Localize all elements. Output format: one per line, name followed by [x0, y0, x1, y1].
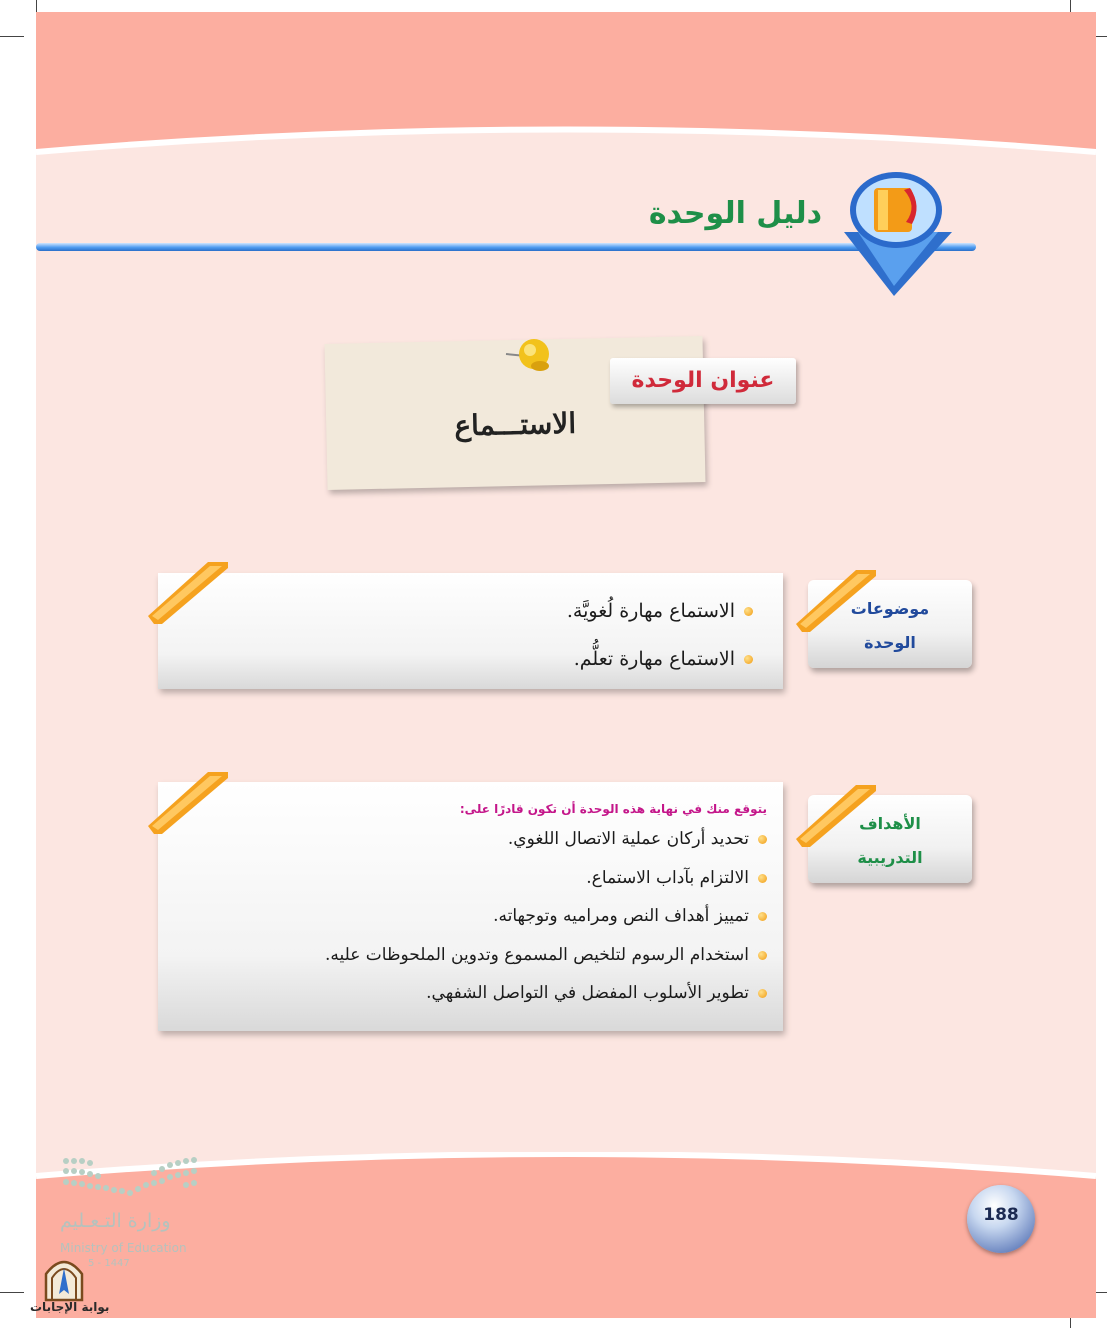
ministry-logo-icon	[60, 1155, 200, 1199]
title-underline	[36, 243, 976, 251]
unit-name: الاستـــماع	[454, 406, 577, 443]
crop-mark	[0, 1292, 24, 1293]
goals-label-line2: التدريبية	[857, 848, 923, 867]
goals-list	[178, 820, 767, 1013]
portal-name: بوابة الإجابات	[30, 1300, 110, 1314]
list-item: الاستماع مهارة لُغويَّة.	[178, 587, 753, 635]
orange-corner-icon	[148, 562, 228, 626]
top-band	[36, 12, 1096, 182]
page-title: دليل الوحدة	[648, 196, 822, 231]
unit-title-label: عنوان الوحدة	[610, 358, 796, 404]
orange-corner-icon	[796, 785, 876, 849]
pushpin-icon	[500, 332, 560, 382]
list-item: تحديد أركان عملية الاتصال اللغوي.	[178, 820, 767, 859]
goals-intro: يتوقع منك في نهاية هذه الوحدة أن تكون قادرًا على:	[459, 802, 767, 816]
book-icon	[838, 170, 958, 300]
crop-mark	[0, 36, 24, 37]
list-item: الالتزام بآداب الاستماع.	[178, 859, 767, 898]
portal-logo-icon	[42, 1254, 86, 1302]
ministry-name-ar: وزارة التـعـليم	[60, 1210, 171, 1232]
list-item: تطوير الأسلوب المفضل في التواصل الشفهي.	[178, 974, 767, 1013]
list-item: استخدام الرسوم لتلخيص المسموع وتدوين الملحوظات عليه.	[178, 936, 767, 975]
orange-corner-icon	[148, 772, 228, 836]
orange-corner-icon	[796, 570, 876, 634]
ministry-year: 5 - 1447	[88, 1258, 130, 1269]
list-item: تمييز أهداف النص ومراميه وتوجهاته.	[178, 897, 767, 936]
topics-list	[178, 587, 753, 683]
list-item: الاستماع مهارة تعلُّم.	[178, 635, 753, 683]
page-number: 188	[983, 1205, 1019, 1225]
topics-label-line1: موضوعات	[850, 599, 930, 618]
topics-box	[158, 573, 783, 689]
topics-label-line2: الوحدة	[864, 633, 916, 652]
page-number-badge	[967, 1185, 1035, 1253]
ministry-name-en: Ministry of Education	[60, 1241, 187, 1255]
goals-box	[158, 782, 783, 1031]
goals-label-line1: الأهداف	[859, 814, 921, 833]
